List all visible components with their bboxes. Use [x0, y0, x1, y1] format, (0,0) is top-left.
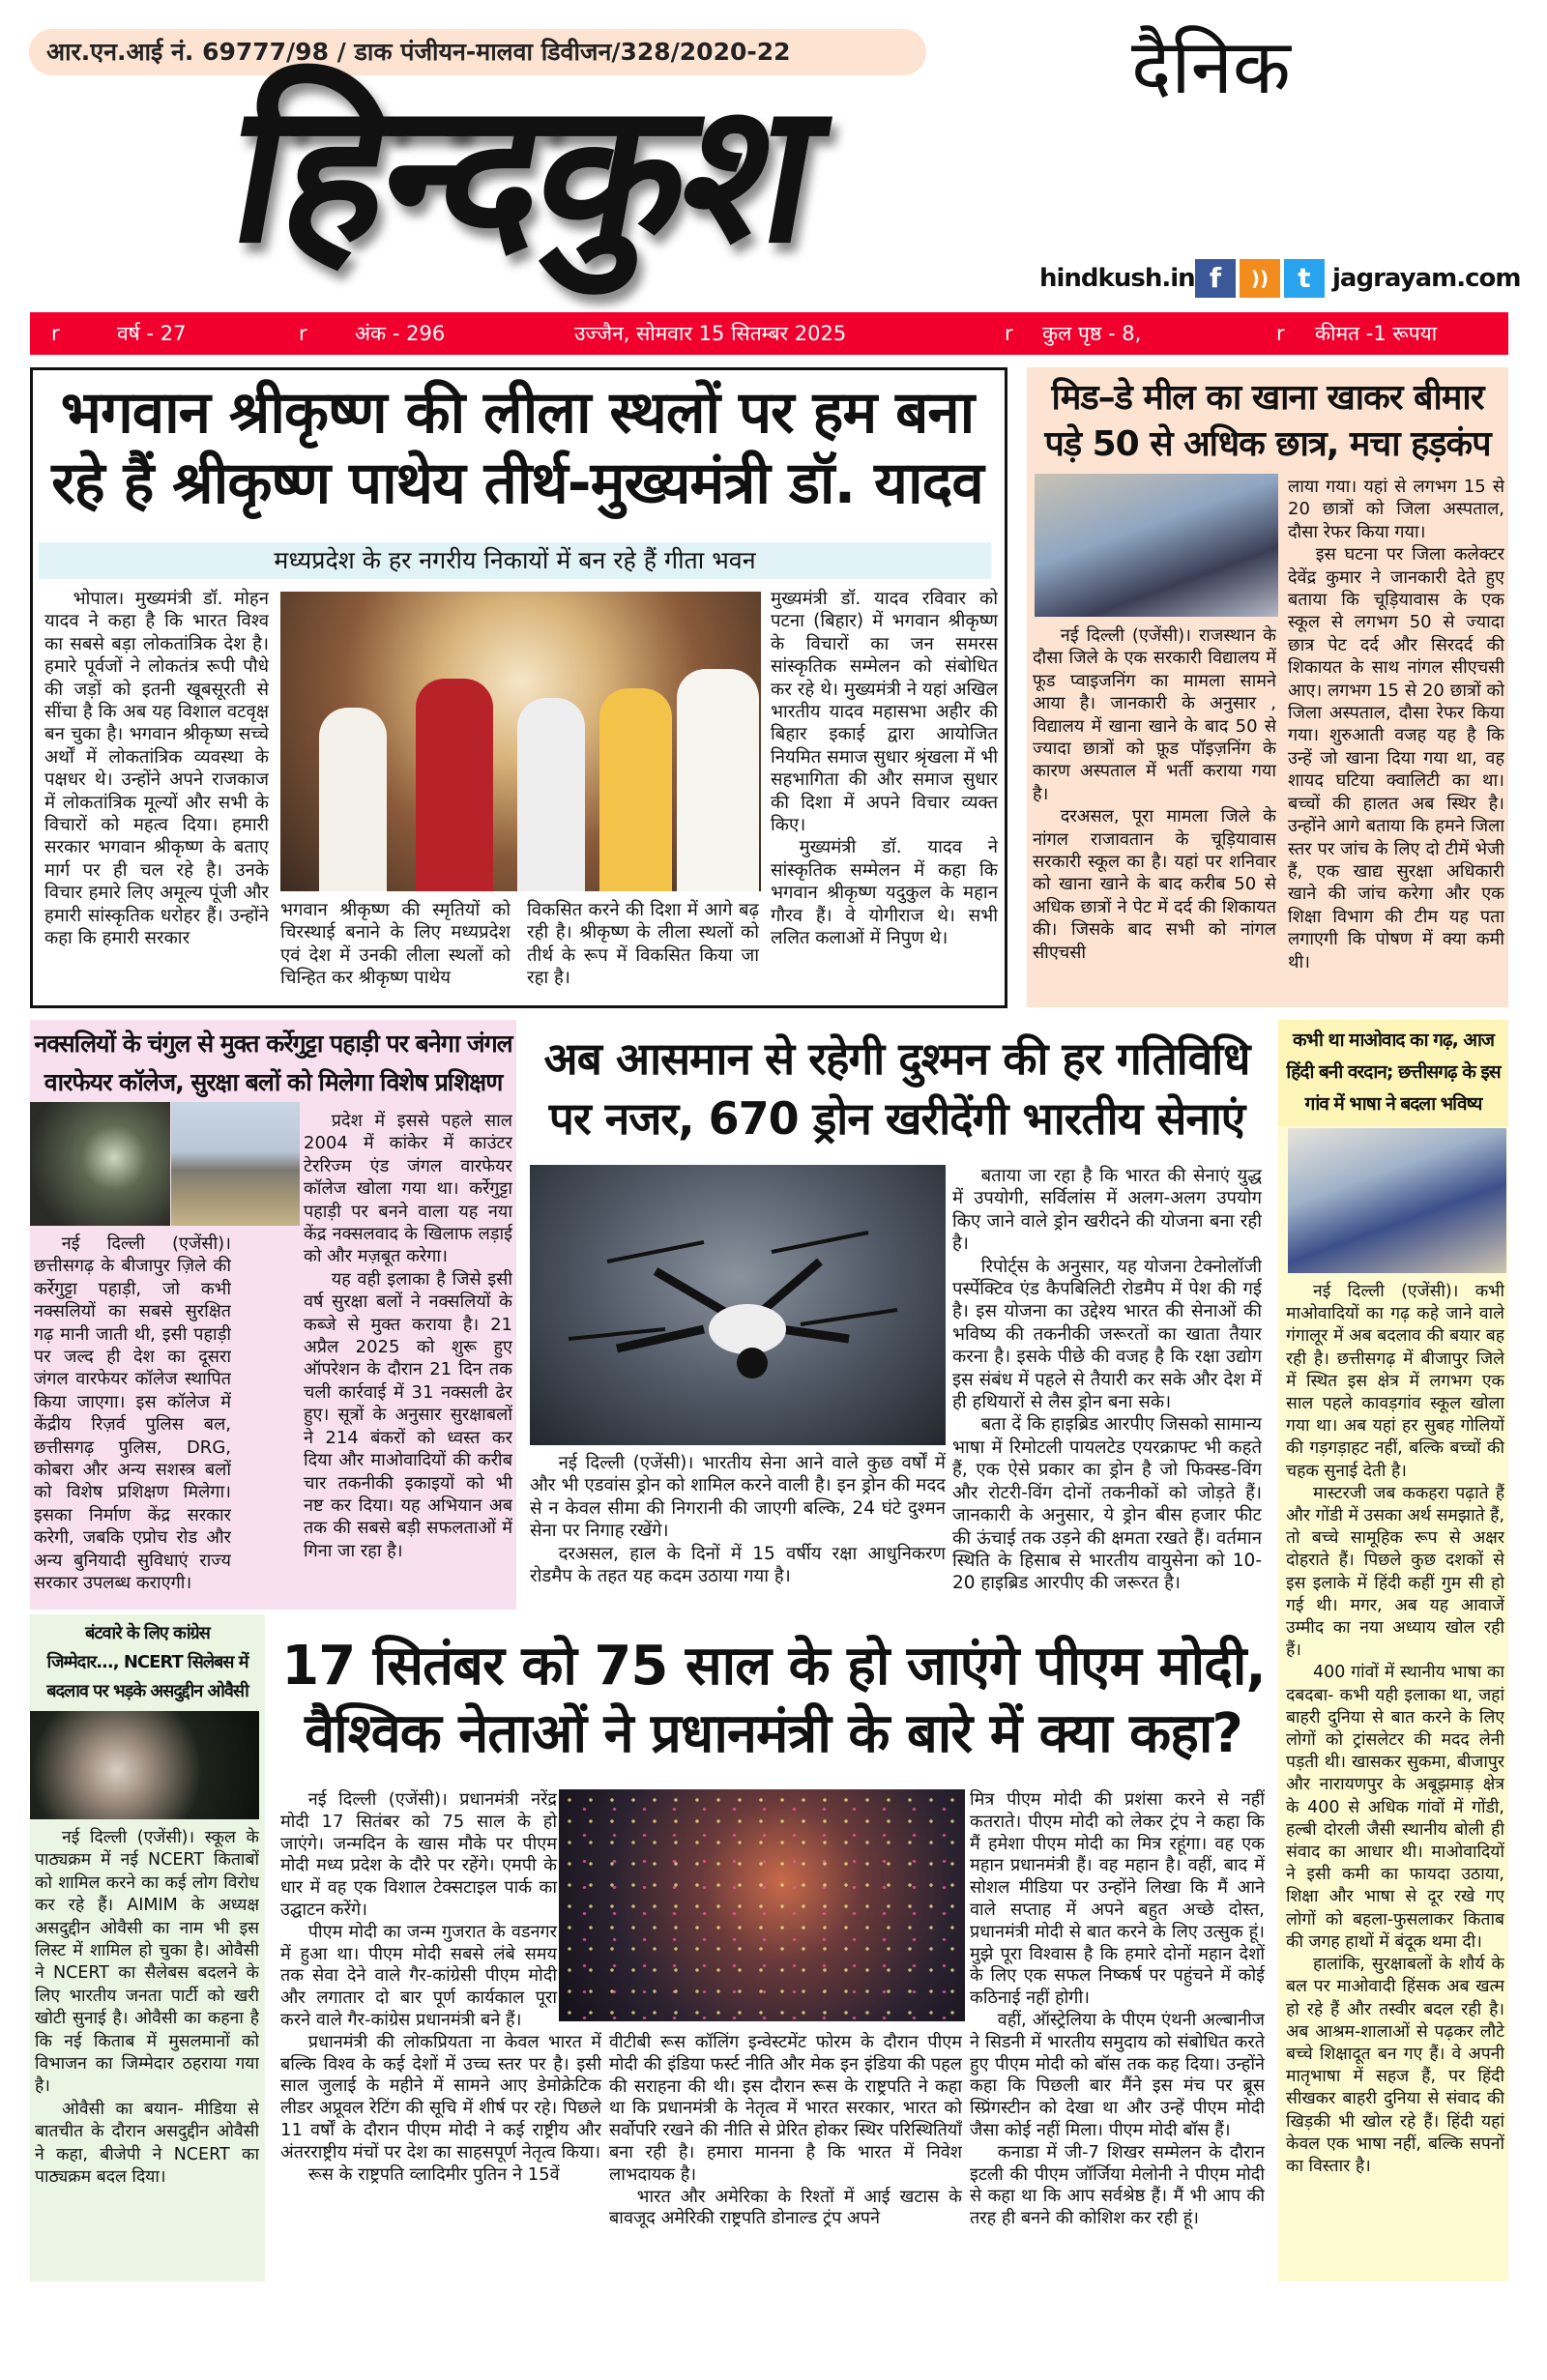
bullet: r: [1005, 322, 1013, 345]
modi-photo-celebration: [559, 1789, 965, 2021]
owaisi-photo: [30, 1711, 259, 1819]
paragraph: मुख्यमंत्री डॉ. यादव रविवार को पटना (बिहार) में भगवान श्रीकृष्ण के विचारों का जन समरस सांस्कृतिक सम्मेलन को संबोधित कर रहे थे। मुख्यमंत्री ने यहां अखिल भारतीय यादव महासभा अहीर की बिहार इकाई द्वारा आयोजित नियमित समाज सुधार श्रृंखला में भी सहभागिता की और समाज सुधार की दिशा में अपने विचार व्यक्त किए।: [771, 589, 998, 836]
paragraph: लाया गया। यहां से लगभग 15 से 20 छात्रों को जिला अस्पताल, दौसा रेफर किया गया।: [1288, 477, 1504, 542]
lead-photo-lamp-lighting: [280, 592, 761, 891]
naxal-headline-line-2: वारफेयर कॉलेज, सुरक्षा बलों को मिलेगा विशेष प्रशिक्षण: [44, 1068, 503, 1096]
website-link-jagrayam[interactable]: jagrayam.com: [1332, 264, 1521, 293]
naxal-right-column: [304, 1110, 512, 1603]
owaisi-headline-line-1: बंटवारे के लिए कांग्रेस: [85, 1623, 210, 1643]
naxal-photo-hill: [171, 1102, 300, 1226]
newspaper-logo: हिन्दकुश: [217, 61, 833, 286]
lead-column-1: [44, 588, 269, 999]
paragraph: वहीं, ऑस्ट्रेलिया के पीएम एंथनी अल्बानीज ने सिडनी में भारतीय समुदाय को संबोधित करते हुए पीएम मोदी को बॉस तक कह दिया। उन्होंने कहा कि पिछली बार मैंने इस मंच पर ब्रूस स्प्रिंगस्टीन को देखा था और उन्हें पीएम मोदी जैसा कोई नहीं मिला। पीएम मोदी बॉस हैं।: [970, 2009, 1265, 2140]
issue-number: अंक - 296: [355, 322, 446, 345]
paragraph: नई दिल्ली (एजेंसी)। छत्तीसगढ़ के बीजापुर ज़िले की कर्रेगुट्टा पहाड़ी, जो कभी नक्सलियों का सबसे सुरक्षित गढ़ मानी जाती थी, इसी पहाड़ी पर जल्द ही देश का दूसरा जंगल वारफेयर कॉलेज स्थापित किया जाएगा। इस कॉलेज में केंद्रीय रिज़र्व पुलिस बल, छत्तीसगढ़ पुलिस, DRG, कोबरा और अन्य सशस्त्र बलों को विशेष प्रशिक्षण मिलेगा। इसका निर्माण केंद्र सरकार करेगी, जबकि एप्रोच रोड और अन्य बुनियादी सुविधाएं राज्य सरकार उपलब्ध कराएगी।: [34, 1234, 231, 1594]
naxal-photo-cave: [30, 1102, 170, 1226]
midday-left-column: [1033, 624, 1276, 1006]
paragraph: 400 गांवों में स्थानीय भाषा का दबदबा- कभी यही इलाका था, जहां बाहरी दुनिया से बात करने के लिए लोगों को ट्रांसलेटर की मदद लेनी पड़ती थी। खासकर सुकमा, बीजापुर और नारायणपुर के अबूझमाड़ क्षेत्र के 400 से अधिक गांवों में गोंडी, हल्बी दोरली जैसी स्थानीय बोली ही संवाद का आधार थी। माओवादियों ने इसी कमी का फायदा उठाया, शिक्षा और भाषा से दूर रखे गए लोगों को बहला-फुसलाकर किताब की जगह हाथों में बंदूक थमा दी।: [1286, 1663, 1504, 1952]
paragraph: विकसित करने की दिशा में आगे बढ़ रही है। श्रीकृष्ण के लीला स्थलों को तीर्थ के रूप में विकसित किया जा रहा है।: [527, 900, 759, 989]
issue-info-bar: [30, 312, 1508, 355]
drone-headline-line-1: अब आसमान से रहेगी दुश्मन की हर गतिविधि: [543, 1032, 1250, 1085]
bullet: r: [1276, 322, 1285, 345]
facebook-icon[interactable]: f: [1195, 259, 1236, 298]
twitter-icon[interactable]: t: [1284, 259, 1325, 298]
price: कीमत -1 रूपया: [1315, 322, 1438, 345]
lead-subhead: मध्यप्रदेश के हर नगरीय निकायों में बन रहे हैं गीता भवन: [39, 542, 991, 579]
paragraph: नई दिल्ली (एजेंसी)। प्रधानमंत्री नरेंद्र मोदी 17 सितंबर को 75 साल के हो जाएंगे। जन्मदिन के खास मौके पर पीएम मोदी मध्य प्रदेश के दौरे पर रहेंगे। एमपी के धार में वह एक विशाल टेक्सटाइल पार्क का उद्घाटन करेंगे।: [280, 1789, 557, 1920]
paragraph: नई दिल्ली (एजेंसी)। कभी माओवादियों का गढ़ कहे जाने वाले गंगालूर में अब बदलाव की बयार बह रही है। छत्तीसगढ़ में बीजापुर जिले में स्थित इस क्षेत्र में लगभग एक साल पहले कावड़गांव स्कूल खोला गया था। अब यहां हर सुबह गोलियों की गड़गड़ाहट नहीं, बल्कि बच्चों की चहक सुनाई देती है।: [1286, 1282, 1504, 1481]
paragraph: इस घटना पर जिला कलेक्टर देवेंद्र कुमार ने जानकारी देते हुए बताया कि चूड़ियावास के एक स्कूल से लगभग 50 से ज्यादा छात्र पेट दर्द और सिरदर्द की शिकायत के साथ नांगल सीएचसी आए। लगभग 15 से 20 छात्रों को जिला अस्पताल, दौसा रेफर किया गया। शुरुआती वजह यह है कि उन्हें जो खाना दिया गया था, वह शायद घटिया क्वालिटी का था। बच्चों की हालत अब स्थिर है। उन्होंने आगे बताया कि हमने जिला स्तर पर जांच के लिए दो टीमें भेजी हैं, एक खाद्य सुरक्षा अधिकारी खाने की जांच करेगा और एक शिक्षा विभाग की टीम यह पता लगाएगी कि पोषण में क्या कमी थी।: [1288, 544, 1504, 972]
lead-column-4: [771, 588, 998, 999]
bullet: r: [299, 322, 307, 345]
paragraph: रिपोर्ट्स के अनुसार, यह योजना टेक्नोलॉजी पर्स्पेक्टिव एंड कैपबिलिटी रोडमैप में पेश की गई है। इस योजना का उद्देश्य भारत की सेनाओं की भविष्य की तकनीकी जरूरतों का खाता तैयार करना है। इसके पीछे की वजह है कि रक्षा उद्योग इस संबंध में पहले से तैयारी कर सके और देश में ही हथियारों से लैस ड्रोन बना सके।: [952, 1256, 1262, 1413]
drone-photo: [530, 1165, 946, 1445]
paragraph: यह वही इलाका है जिसे इसी वर्ष सुरक्षा बलों ने नक्सलियों के कब्जे से मुक्त कराया है। 21 अप्रैल 2025 को शुरू हुए ऑपरेशन के दौरान 21 दिन तक चली कार्रवाई में 31 नक्सली ढेर हुए। सूत्रों के अनुसार सुरक्षाबलों ने 214 बंकरों को ध्वस्त कर दिया और माओवादियों की करीब चार तकनीकी इकाइयों को भी नष्ट कर दिया। यह अभियान अब तक की सबसे बड़ी सफलताओं में गिना जा रहा है।: [304, 1268, 512, 1561]
paragraph: कनाडा में जी-7 शिखर सम्मेलन के दौरान इटली की पीएम जॉर्जिया मेलोनी ने पीएम मोदी से कहा था कि आप सर्वश्रेष्ठ हैं। मैं भी आप की तरह ही बनने की कोशिश कर रही हूं।: [970, 2141, 1265, 2229]
paragraph: पीएम मोदी का जन्म गुजरात के वडनगर में हुआ था। पीएम मोदी सबसे लंबे समय तक सेवा देने वाले गैर-कांग्रेसी पीएम मोदी और लगातार दो बार पूर्ण कार्यकाल पूरा करने वाले गैर-कांग्रेस प्रधानमंत्री बने हैं।: [280, 1921, 557, 2030]
midday-photo-hospital: [1035, 474, 1278, 617]
paragraph: भारत और अमेरिका के रिश्तों में आई खटास के बावजूद अमेरिकी राष्ट्रपति डोनाल्ड ट्रंप अपने: [609, 2186, 962, 2229]
paragraph: नई दिल्ली (एजेंसी)। भारतीय सेना आने वाले कुछ वर्षों में और भी एडवांस ड्रोन को शामिल करने वाली है। इन ड्रोन की मदद से न केवल सीमा की निगरानी की जाएगी बल्कि, 24 घंटे दुश्मन सेना पर निगाह रखेंगे।: [530, 1453, 946, 1542]
midday-right-column: [1288, 476, 1504, 1002]
paragraph: मुख्यमंत्री डॉ. यादव ने सांस्कृतिक सम्मेलन में कहा कि भगवान श्रीकृष्ण यदुकुल के महान गौरव हैं। वे योगीराज थे। सभी ललित कलाओं में निपुण थे।: [771, 837, 998, 949]
modi-column-2: [609, 2032, 962, 2281]
maoist-headline-line-1: कभी था माओवाद का गढ़, आज: [1293, 1030, 1494, 1051]
paragraph: बता दें कि हाइब्रिड आरपीए जिसको सामान्य भाषा में रिमोटली पायलटेड एयरक्राफ्ट भी कहते हैं, एक ऐसे प्रकार का ड्रोन है जो फिक्स्ड-विंग और रोटरी-विंग दोनों तकनीकों को जोड़ते हैं। जानकारी के अनुसार, ये ड्रोन बीस हजार फीट की ऊंचाई तक उड़ने की क्षमता रखते हैं। वर्तमान स्थिति के हिसाब से भारतीय वायुसेना को 10-20 हाइब्रिड आरपीए की जरूरत है।: [952, 1414, 1262, 1594]
lead-headline-line-2: रहे हैं श्रीकृष्ण पाथेय तीर्थ-मुख्यमंत्री डॉ. यादव: [51, 450, 983, 517]
paragraph: नई दिल्ली (एजेंसी)। स्कूल के पाठ्यक्रम में नई NCERT किताबों को शामिल करने का कई लोग विरोध कर रहे हैं। AIMIM के अध्यक्ष असदुद्दीन ओवैसी का नाम भी इस लिस्ट में शामिल हो चुका है। ओवैसी ने NCERT का सैलेबस बदलने के लिए भारतीय जनता पार्टी को खरी खोटी सुनाई है। ओवैसी का कहना है कि नई किताब में मुसलमानों को विभाजन का जिम्मेदार ठहराया गया है।: [35, 1828, 259, 2097]
paragraph: दरअसल, हाल के दिनों में 15 वर्षीय रक्षा आधुनिकरण रोडमैप के तहत यह कदम उठाया गया है।: [530, 1543, 946, 1587]
maoist-photo-classroom: [1288, 1128, 1506, 1273]
paragraph: मित्र पीएम मोदी की प्रशंसा करने से नहीं कतराते। पीएम मोदी को लेकर ट्रंप ने कहा कि मैं हमेशा पीएम मोदी का मित्र रहूंगा। वह एक महान प्रधानमंत्री हैं। वह महान है। वहीं, बाद में सोशल मीडिया पर उन्होंने लिखा कि मैं आने वाले सप्ताह में अपने बहुत अच्छे दोस्त, प्रधानमंत्री मोदी से बात करने के लिए उत्सुक हूं। मुझे पूरा विश्वास है कि हमारे दोनों महान देशों के लिए एक सफल निष्कर्ष पर पहुंचने में कोई कठिनाई नहीं होगी।: [970, 1789, 1265, 2009]
paragraph: रूस के राष्ट्रपति व्लादिमीर पुतिन ने 15वें: [307, 2163, 560, 2185]
modi-headline-line-1: 17 सितंबर को 75 साल के हो जाएंगे पीएम मोदी,: [281, 1635, 1266, 1698]
maoist-headline-line-3: गांव में भाषा ने बदला भविष्य: [1304, 1093, 1482, 1115]
lead-column-2: [280, 899, 511, 996]
paragraph: प्रधानमंत्री की लोकप्रियता ना केवल भारत में बल्कि विश्व के कई देशों में उच्च स्तर पर है। इसी साल जुलाई के महीने में सामने आए डेमोक्रेटिक लीडर अप्रूवल रेटिंग की सूचि में शीर्ष पर रहे। पिछले 11 वर्षों के दौरान पीएम मोदी ने कई राष्ट्रीय और अंतरराष्ट्रीय मंचों पर देश का साहसपूर्ण नेतृत्व किया।: [280, 2031, 601, 2162]
registration-banner: आर.एन.आई नं. 69777/98 / डाक पंजीयन-मालवा डिवीजन/328/2020-22: [29, 29, 926, 75]
paragraph: ओवैसी का बयान- मीडिया से बातचीत के दौरान असदुद्दीन ओवैसी ने कहा, बीजेपी ने NCERT का पाठ्यक्रम बदल दिया।: [35, 2099, 259, 2188]
lead-column-3: [527, 899, 759, 996]
rss-icon[interactable]: )): [1240, 259, 1280, 298]
bullet: r: [51, 322, 60, 345]
naxal-left-column: [34, 1233, 231, 1605]
maoist-body-column: [1286, 1281, 1504, 2278]
paragraph: दरअसल, पूरा मामला जिले के नांगल राजावतान के चूड़ियावास सरकारी स्कूल का है। यहां पर शनिवार को खाना खाने के बाद करीब 50 से अधिक छात्रों ने पेट में दर्द की शिकायत की। जिसके बाद सभी को नांगल सीएचसी: [1033, 806, 1276, 963]
midday-headline-line-1: मिड–डे मील का खाना खाकर बीमार: [1051, 378, 1484, 418]
paragraph: नई दिल्ली (एजेंसी)। राजस्थान के दौसा जिले के एक सरकारी विद्यालय में फूड प्वाइजनिंग का मामला सामने आया है। जानकारी के अनुसार , विद्यालय में खाना खाने के बाद 50 से ज्यादा छात्रों को फ़ूड पॉइज़निंग के कारण अस्पताल में भर्ती कराया गया है।: [1033, 625, 1276, 804]
drone-right-column: [952, 1165, 1262, 1610]
volume-year: वर्ष - 27: [117, 322, 187, 345]
paragraph: बताया जा रहा है कि भारत की सेनाएं युद्ध में उपयोगी, सर्विलांस में अलग-अलग उपयोग किए जाने वाले ड्रोन खरीदने की योजना बना रही है।: [952, 1166, 1262, 1255]
paragraph: भोपाल। मुख्यमंत्री डॉ. मोहन यादव ने कहा है कि भारत विश्व का सबसे बड़ा लोकतांत्रिक देश है। हमारे पूर्वजों ने लोकतंत्र रूपी पौधे की जड़ों को इतनी खूबसूरती से सींचा है कि अब यह विशाल वटवृक्ष बन चुका है। भगवान श्रीकृष्ण सच्चे अर्थों में लोकतांत्रिक व्यवस्था के पक्षधर थे। उन्होंने अपने राजकाज में लोकतांत्रिक मूल्यों और सभी के विचारों को महत्व दिया। हमारी सरकार भगवान श्रीकृष्ण के बताए मार्ग पर ही चल रहे है। उनके विचार हमारे लिए अमूल्य पूंजी और हमारी सांस्कृतिक धरोहर हैं। उन्होंने कहा कि हमारी सरकार: [44, 589, 269, 949]
dateline: उज्जैन, सोमवार 15 सितम्बर 2025: [574, 322, 847, 345]
modi-column-3: [970, 1789, 1265, 2282]
midday-headline-line-2: पड़े 50 से अधिक छात्र, मचा हड़कंप: [1044, 424, 1491, 464]
drone-headline-line-2: पर नजर, 670 ड्रोन खरीदेंगी भारतीय सेनाएं: [548, 1092, 1245, 1145]
owaisi-headline-line-3: बदलाव पर भड़के असदुद्दीन ओवैसी: [46, 1681, 248, 1701]
paragraph: भगवान श्रीकृष्ण की स्मृतियों को चिरस्थाई बनाने के लिए मध्यप्रदेश एवं देश में उनकी लीला स्थलों को चिन्हित कर श्रीकृष्ण पाथेय: [280, 900, 511, 989]
total-pages: कुल पृष्ठ - 8,: [1042, 322, 1142, 345]
modi-column-1: [280, 1789, 601, 2282]
drone-icon: [530, 1165, 946, 1445]
modi-headline-line-2: वैश्विक नेताओं ने प्रधानमंत्री के बारे में क्या कहा?: [305, 1702, 1242, 1765]
maoist-headline-line-2: हिंदी बनी वरदान; छत्तीसगढ़ के इस: [1286, 1061, 1501, 1083]
paragraph: प्रदेश में इससे पहले साल 2004 में कांकेर में काउंटर टेररिज्म एंड जंगल वारफेयर कॉलेज खोला गया था। कर्रेगुट्टा पहाड़ी पर बनने वाला यह नया केंद्र नक्सलवाद के खिलाफ लड़ाई को और मज़बूत करेगा।: [304, 1111, 512, 1267]
paragraph: हालांकि, सुरक्षाबलों के शौर्य के बल पर माओवादी हिंसक अब खत्म हो रहे हैं और तस्वीर बदल रही है। अब आश्रम-शालाओं से पढ़कर लौटे बच्चे शिक्षादूत बन गए हैं। वे अपनी मातृभाषा में सहज हैं, पर हिंदी सीखकर बाहरी दुनिया से संवाद की खिड़की भी खोल रहे हैं। हिंदी यहां केवल एक भाषा नहीं, बल्कि सपनों का विस्तार है।: [1286, 1955, 1504, 2176]
lead-headline-line-1: भगवान श्रीकृष्ण की लीला स्थलों पर हम बना: [60, 379, 975, 447]
website-link-hindkush[interactable]: hindkush.in: [1039, 264, 1195, 293]
masthead-dainik: दैनिक: [1131, 24, 1291, 111]
owaisi-headline-line-2: जिम्मेदार..., NCERT सिलेबस में: [46, 1652, 248, 1672]
drone-bottom-left-column: [530, 1452, 946, 1607]
naxal-headline-line-1: नक्सलियों के चंगुल से मुक्त कर्रेगुट्टा पहाड़ी पर बनेगा जंगल: [34, 1030, 512, 1058]
owaisi-body-column: [35, 1827, 259, 2277]
paragraph: वीटीबी रूस कॉलिंग इन्वेस्टमेंट फोरम के दौरान पीएम मोदी की इंडिया फर्स्ट नीति और मेक इन इंडिया की पहल की सराहना की थी। इस दौरान रूस के राष्ट्रपति ने कहा था कि प्रधानमंत्री के नेतृत्व में भारत सरकार, भारत को सर्वोपरि रखने की नीति से प्रेरित होकर स्थिर परिस्थितियाँ बना रही है। हमारा मानना है कि भारत में निवेश लाभदायक है।: [609, 2032, 962, 2185]
paragraph: मास्टरजी जब ककहरा पढ़ाते हैं और गोंडी में उसका अर्थ समझाते हैं, तो बच्चे सामूहिक रूप से अक्षर दोहराते हैं। पिछले कुछ दशकों से इस इलाके में हिंदी कहीं गुम सी हो गई थी। मगर, अब यह आवाजें उम्मीद का नया अध्याय खोल रही हैं।: [1286, 1483, 1504, 1661]
